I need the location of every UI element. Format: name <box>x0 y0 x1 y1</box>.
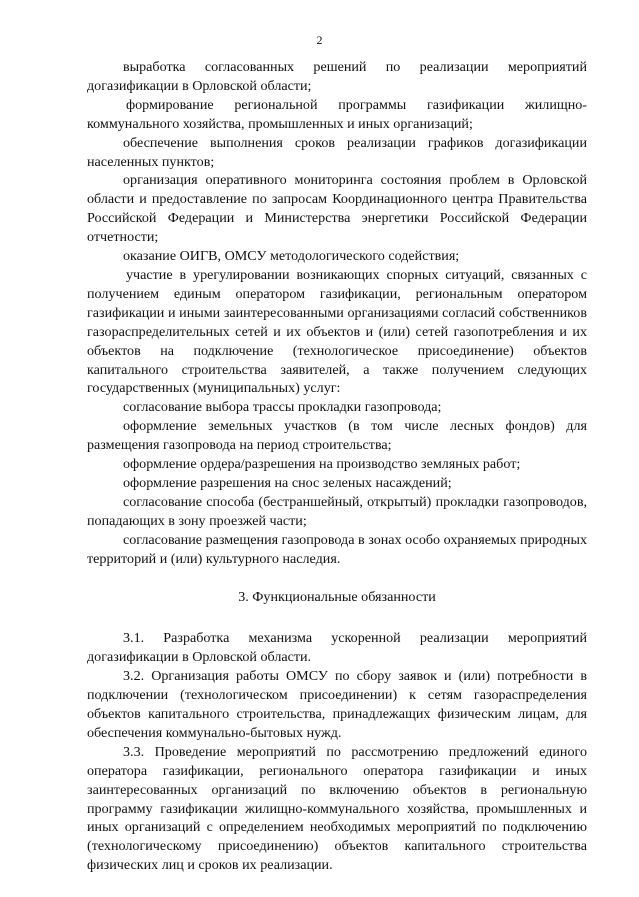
list-item: оформление ордера/разрешения на производство земляных работ; <box>123 456 521 473</box>
list-item: оказание ОИГВ, ОМСУ методологического содействия; <box>123 248 460 265</box>
list-item: выработка согласованных решений по реализации мероприятий догазификации в Орловской области; <box>87 59 587 94</box>
list-item: согласование выбора трассы прокладки газопровода; <box>123 399 442 416</box>
list-item: согласование размещения газопровода в зонах особо охраняемых природных территорий и (или) культурного наследия. <box>87 531 587 567</box>
section-item: 3.1. Разработка механизма ускоренной реализации мероприятий догазификации в Орловской области. <box>87 630 587 666</box>
page-number: 2 <box>316 33 323 47</box>
list-item: оформление разрешения на снос зеленых насаждений; <box>123 474 452 491</box>
list-item: участие в урегулировании возникающих спорных ситуаций, связанных с получением единым оператором газификации, региональным оператором газификации и иными заинтересованными организациями согласий собственников газораспределительных сетей и их объектов и (или) сетей газопотребления и их объектов на подключение (технологическое присоединение) объектов капитального строительства заявителей, а также получением следующих государственных (муниципальных) услуг: <box>87 266 587 397</box>
list-item: формирование региональной программы газификации жилищно-коммунального хозяйства, промышленных и иных организаций; <box>87 96 587 132</box>
document-body <box>87 58 587 875</box>
list-item: обеспечение выполнения сроков реализации графиков догазификации населенных пунктов; <box>87 134 587 170</box>
list-item: оформление земельных участков (в том числе лесных фондов) для размещения газопровода на период строительства; <box>87 418 587 454</box>
list-item: согласование способа (бестраншейный, открытый) прокладки газопроводов, попадающих в зону проезжей части; <box>87 493 587 529</box>
section-item: 3.2. Организация работы ОМСУ по сбору заявок и (или) потребности в подключении (технологическом присоединении) к сетям газораспределения объектов капитального строительства, принадлежащих физическим лицам, для обеспечения коммунально-бытовых нужд. <box>87 668 587 741</box>
section-item: 3.3. Проведение мероприятий по рассмотрению предложений единого оператора газификации, регионального оператора газификации и иных заинтересованных организаций по включению объектов в региональную программу газификации жилищно-коммунального хозяйства, промышленных и иных организаций с определением необходимых мероприятий по подключению (технологическому присоединению) объектов капитального строительства физических лиц и сроков их реализации. <box>87 743 587 874</box>
section-heading: 3. Функциональные обязанности <box>238 589 436 606</box>
list-item: организация оперативного мониторинга состояния проблем в Орловской области и предоставление по запросам Координационного центра Правительства Российской Федерации и Министерства энергетики Российской Федерации отчетности; <box>87 172 587 246</box>
